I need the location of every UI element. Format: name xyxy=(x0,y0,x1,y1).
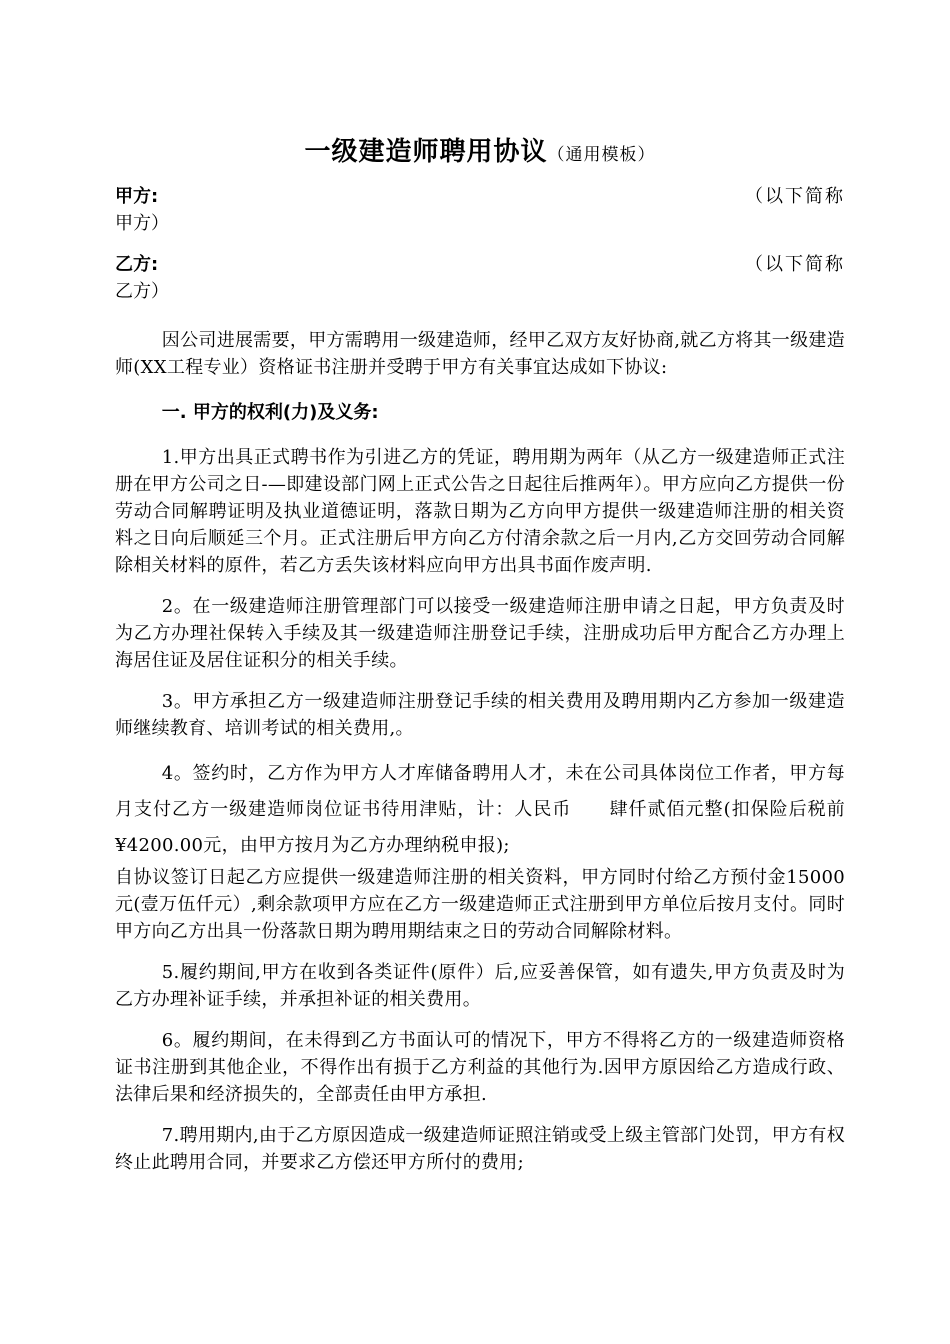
party-b-suffix-end: 乙方） xyxy=(115,281,169,302)
clause-5: 5.履约期间,甲方在收到各类证件(原件）后,应妥善保管，如有遗失,甲方负责及时为乙方办理补证手续，并承担补证的相关费用。 xyxy=(115,962,845,1010)
party-a-suffix-start: （以下简称 xyxy=(745,186,845,207)
party-b-block xyxy=(115,251,845,305)
party-b-suffix-start: （以下简称 xyxy=(745,254,845,275)
title-main: 一级建造师聘用协议 xyxy=(304,137,548,167)
party-a-block xyxy=(115,183,845,237)
clause-2: 2。在一级建造师注册管理部门可以接受一级建造师注册申请之日起，甲方负责及时为乙方办理社保转入手续及其一级建造师注册登记手续，注册成功后甲方配合乙方办理上海居住证及居住证积分的相关手续。 xyxy=(115,596,845,671)
clause-3: 3。甲方承担乙方一级建造师注册登记手续的相关费用及聘用期内乙方参加一级建造师继续教育、培训考试的相关费用,。 xyxy=(115,691,845,739)
title-subtitle: （通用模板） xyxy=(547,145,656,165)
party-b-label: 乙方: xyxy=(115,254,159,275)
party-a-label: 甲方: xyxy=(115,186,159,207)
clause-4: 4。签约时，乙方作为甲方人才库储备聘用人才，未在公司具体岗位工作者，甲方每月支付乙方一级建造师岗位证书待用津贴，计：人民币 肆仟贰佰元整(扣保险后税前¥4200.00元，由甲方按月为乙方办理纳税申报); xyxy=(115,763,845,856)
party-a-suffix-end: 甲方） xyxy=(115,213,169,234)
clause-7: 7.聘用期内,由于乙方原因造成一级建造师证照注销或受上级主管部门处罚，甲方有权终止此聘用合同，并要求乙方偿还甲方所付的费用; xyxy=(115,1125,845,1173)
document-page xyxy=(115,132,845,1190)
clause-6: 6。履约期间，在未得到乙方书面认可的情况下，甲方不得将乙方的一级建造师资格证书注册到其他企业，不得作出有损于乙方利益的其他行为.因甲方原因给乙方造成行政、法律后果和经济损失的，全部责任由甲方承担. xyxy=(115,1030,845,1105)
intro-paragraph: 因公司进展需要，甲方需聘用一级建造师，经甲乙双方友好协商,就乙方将其一级建造师(XX工程专业）资格证书注册并受聘于甲方有关事宜达成如下协议: xyxy=(115,330,845,378)
section-1-heading: 一. 甲方的权利(力)及义务: xyxy=(161,402,379,423)
document-title xyxy=(115,132,845,175)
clause-4-continued: 自协议签订日起乙方应提供一级建造师注册的相关资料，甲方同时付给乙方预付金15000元(壹万伍仟元）,剩余款项甲方应在乙方一级建造师正式注册到甲方单位后按月支付。同时甲方向乙方出具一份落款日期为聘用期结束之日的劳动合同解除材料。 xyxy=(115,867,845,942)
clause-1: 1.甲方出具正式聘书作为引进乙方的凭证，聘用期为两年（从乙方一级建造师正式注册在甲方公司之日-—即建设部门网上正式公告之日起往后推两年）。甲方应向乙方提供一份劳动合同解聘证明及执业道德证明，落款日期为乙方向甲方提供一级建造师注册的相关资料之日向后顺延三个月。正式注册后甲方向乙方付清余款之后一月内,乙方交回劳动合同解除相关材料的原件，若乙方丢失该材料应向甲方出具书面作废声明. xyxy=(115,447,845,576)
